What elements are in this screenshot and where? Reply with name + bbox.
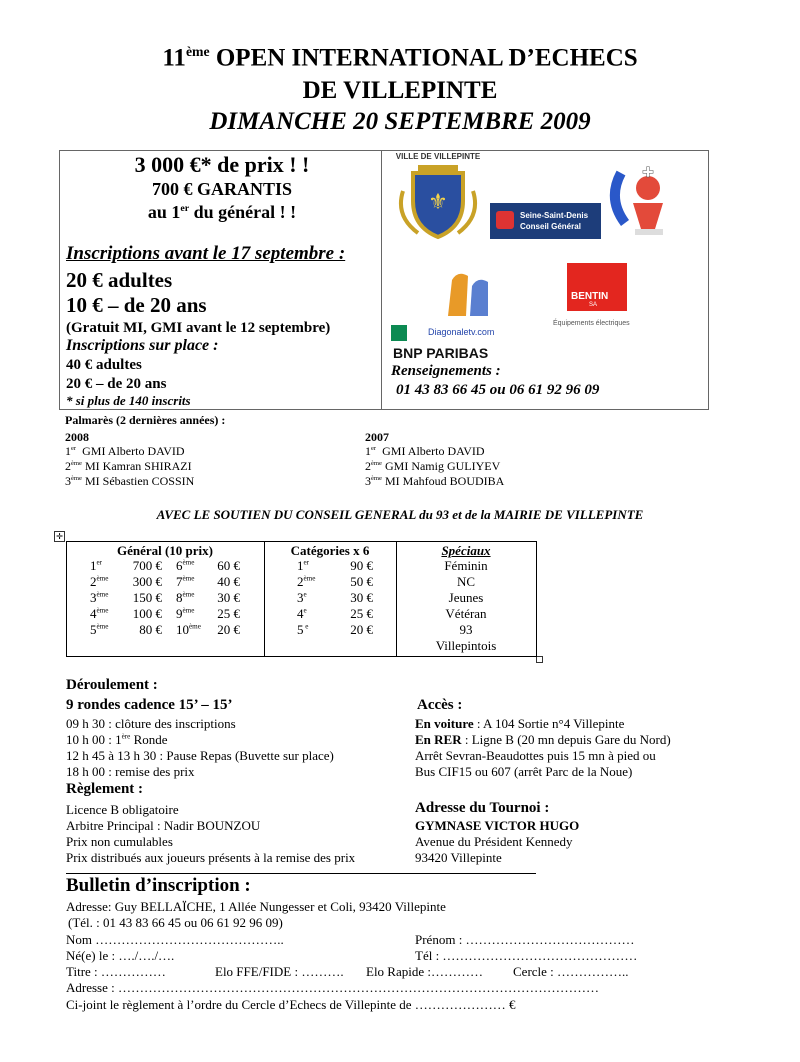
col-head-general: Général (10 prix) xyxy=(116,543,214,558)
schedule-line-1: 09 h 30 : clôture des inscriptions xyxy=(66,716,236,731)
rank-num: 5 xyxy=(297,622,304,637)
form-elo-ffe-field[interactable]: Elo FFE/FIDE : ………. xyxy=(215,964,344,979)
rank-suffix: e xyxy=(303,622,309,631)
bentin-name: BENTIN xyxy=(571,291,609,302)
special-prize-row: NC xyxy=(456,574,476,589)
palmares-title: Palmarès (2 dernières années) : xyxy=(65,413,226,427)
schedule-line-3: 12 h 45 à 13 h 30 : Pause Repas (Buvette sur place) xyxy=(66,748,334,763)
rank-num: 5 xyxy=(90,622,97,637)
form-nom-field[interactable]: Nom …………………………………….. xyxy=(66,932,284,947)
general-prize-row xyxy=(90,606,162,622)
rank xyxy=(90,606,108,622)
general-prize-row xyxy=(176,590,240,606)
rank-suffix: e xyxy=(303,590,307,599)
rules-line-2: Arbitre Principal : Nadir BOUNZOU xyxy=(66,818,261,833)
palmares-2008-1: 1er GMI Alberto DAVID xyxy=(65,444,185,458)
rank-num: 2 xyxy=(90,574,97,589)
rank-suffix: er xyxy=(96,558,103,567)
palmares-2008-3: 3ème MI Sébastien COSSIN xyxy=(65,474,195,488)
venue-line-2: Avenue du Président Kennedy xyxy=(415,834,573,849)
venue-line-3: 93420 Villepinte xyxy=(415,850,502,865)
chess-club-logo xyxy=(603,163,683,241)
general-prize-row xyxy=(90,558,162,574)
ssd-mark-icon xyxy=(496,211,514,229)
table-move-handle[interactable]: ✛ xyxy=(54,531,65,542)
venue-title: Adresse du Tournoi : xyxy=(415,800,550,816)
rank-num: 3 xyxy=(90,590,97,605)
general-prize-row xyxy=(90,574,162,590)
form-elo-rapide-field[interactable]: Elo Rapide :………… xyxy=(366,964,483,979)
rank-suffix: ème xyxy=(303,574,316,583)
svg-text:✚: ✚ xyxy=(642,166,654,181)
separator-line xyxy=(66,873,536,874)
rank-suffix: ème xyxy=(96,590,109,599)
rank-suffix: ème xyxy=(182,558,195,567)
amount: 30 € xyxy=(217,590,240,605)
form-cercle-field[interactable]: Cercle : …………….. xyxy=(513,964,629,979)
villepinte-logo xyxy=(393,152,483,242)
general-prize-row xyxy=(176,622,240,638)
bnp-text: BNP PARIBAS xyxy=(393,345,489,361)
amount: 40 € xyxy=(217,574,240,589)
special-prize-row: Féminin xyxy=(444,558,488,573)
form-tel: (Tél. : 01 43 83 66 45 ou 06 61 92 96 09) xyxy=(68,915,283,930)
rank xyxy=(297,558,309,574)
registration-title: Inscriptions avant le 17 septembre : xyxy=(66,243,346,264)
col-head-categories: Catégories x 6 xyxy=(290,543,370,558)
rank-num: 7 xyxy=(176,574,183,589)
onsite-youth: 20 € – de 20 ans xyxy=(66,376,167,392)
rank xyxy=(297,574,315,590)
contact-title: Renseignements : xyxy=(391,363,501,379)
rank xyxy=(297,590,307,606)
palmares-2007-2: 2ème GMI Namig GULIYEV xyxy=(365,459,501,473)
access-rer: En RER : Ligne B (20 mn depuis Gare du Nord) xyxy=(415,732,671,747)
ssd-line-2: Conseil Général xyxy=(520,222,581,231)
form-titre-field[interactable]: Titre : …………… xyxy=(66,964,166,979)
rank xyxy=(176,590,194,606)
rank xyxy=(176,558,194,574)
rank-num: 2 xyxy=(297,574,304,589)
form-address: Adresse: Guy BELLAÏCHE, 1 Allée Nungesser et Coli, 93420 Villepinte xyxy=(66,899,446,914)
rank-num: 4 xyxy=(297,606,304,621)
rank xyxy=(176,622,201,638)
special-prize-row: Jeunes xyxy=(448,590,484,605)
rank-suffix: ème xyxy=(189,622,201,631)
rank-suffix: ème xyxy=(182,574,195,583)
palmares-2007-1: 1er GMI Alberto DAVID xyxy=(365,444,485,458)
bnp-logo xyxy=(391,325,531,363)
rank xyxy=(90,558,102,574)
prize-first: au 1er du général ! ! xyxy=(147,202,297,222)
amount: 150 € xyxy=(132,590,162,605)
amount: 20 € xyxy=(217,622,240,637)
amount: 30 € xyxy=(350,590,373,605)
access-car: En voiture : A 104 Sortie n°4 Villepinte xyxy=(415,716,625,731)
venue-line-1: GYMNASE VICTOR HUGO xyxy=(415,818,580,833)
form-title: Bulletin d’inscription : xyxy=(66,875,251,896)
amount: 25 € xyxy=(217,606,240,621)
form-adresse-field[interactable]: Adresse : ………………………………………………………………………………………………… xyxy=(66,980,599,995)
access-line-4: Bus CIF15 ou 607 (arrêt Parc de la Noue) xyxy=(415,764,633,779)
chess-pawn-icon xyxy=(603,163,683,241)
rank-num: 6 xyxy=(176,558,183,573)
fee-youth: 10 € – de 20 ans xyxy=(66,293,207,317)
rank-num: 1 xyxy=(297,558,304,573)
diagonale-text: Diagonaletv.com xyxy=(428,327,495,337)
rank-num: 4 xyxy=(90,606,97,621)
form-tel-field[interactable]: Tél : ……………………………………… xyxy=(415,948,638,963)
category-prize-row xyxy=(297,558,373,574)
prize-total: 3 000 €* de prix ! ! xyxy=(134,152,310,177)
schedule-title: Déroulement : xyxy=(66,677,158,693)
onsite-adults: 40 € adultes xyxy=(66,357,142,373)
bentin-logo xyxy=(567,263,627,311)
villepinte-logo-text: VILLE DE VILLEPINTE xyxy=(395,152,481,161)
category-prize-row xyxy=(297,574,373,590)
rules-line-1: Licence B obligatoire xyxy=(66,802,179,817)
schedule-line-4: 18 h 00 : remise des prix xyxy=(66,764,195,779)
onsite-note: * si plus de 140 inscrits xyxy=(66,393,191,408)
rank-num: 9 xyxy=(176,606,183,621)
general-prize-row xyxy=(176,574,240,590)
seine-saint-denis-logo xyxy=(490,203,601,239)
rank xyxy=(297,622,308,638)
palmares-year-2008: 2008 xyxy=(65,430,89,444)
support-line: AVEC LE SOUTIEN DU CONSEIL GENERAL du 93 et de la MAIRIE DE VILLEPINTE xyxy=(156,507,644,522)
ssd-line-1: Seine-Saint-Denis xyxy=(520,211,589,220)
palmares-2007-3: 3ème MI Mahfoud BOUDIBA xyxy=(365,474,505,488)
amount: 20 € xyxy=(350,622,373,637)
bentin-subtitle: Équipements électriques xyxy=(553,320,630,327)
access-line-3: Arrêt Sevran-Beaudottes puis 15 mn à pied ou xyxy=(415,748,656,763)
amount: 700 € xyxy=(132,558,162,573)
amount: 90 € xyxy=(350,558,373,573)
palmares-year-2007: 2007 xyxy=(365,430,389,444)
rules-title: Règlement : xyxy=(66,781,144,797)
onsite-title: Inscriptions sur place : xyxy=(66,337,219,354)
general-prize-row xyxy=(90,622,162,638)
rank xyxy=(176,574,194,590)
category-prize-row xyxy=(297,590,373,606)
form-prenom-field[interactable]: Prénom : ………………………………… xyxy=(415,932,635,947)
form-birthdate-field[interactable]: Né(e) le : …./…./…. xyxy=(66,948,175,963)
rank-suffix: ème xyxy=(182,606,195,615)
general-prize-row xyxy=(176,606,240,622)
rank-num: 3 xyxy=(297,590,304,605)
rules-line-3: Prix non cumulables xyxy=(66,834,173,849)
rank-suffix: ème xyxy=(96,622,109,631)
rank-suffix: ème xyxy=(182,590,195,599)
bentin-sa: SA xyxy=(589,302,598,308)
rank-num: 8 xyxy=(176,590,183,605)
col-head-special: Spéciaux xyxy=(441,543,491,558)
rank-suffix: ème xyxy=(96,574,109,583)
info-box-divider xyxy=(381,150,382,410)
special-prize-row: Villepintois xyxy=(435,638,497,653)
special-prize-row: Vétéran xyxy=(445,606,487,621)
title-line-2: DE VILLEPINTE xyxy=(302,77,498,104)
special-prize-row: 93 xyxy=(459,622,473,637)
general-prize-row xyxy=(176,558,240,574)
crest-icon xyxy=(393,161,483,241)
title-line-1: 11ème OPEN INTERNATIONAL D’ECHECS xyxy=(162,44,638,72)
rank xyxy=(176,606,194,622)
prize-guaranteed: 700 € GARANTIS xyxy=(151,179,293,199)
schedule-line-2: 10 h 00 : 1ère Ronde xyxy=(66,732,168,747)
amount: 50 € xyxy=(350,574,373,589)
bnp-stars-icon xyxy=(391,325,407,341)
amount: 300 € xyxy=(132,574,162,589)
rank-num: 1 xyxy=(90,558,97,573)
fee-free: (Gratuit MI, GMI avant le 12 septembre) xyxy=(66,320,331,336)
amount: 25 € xyxy=(350,606,373,621)
access-title: Accès : xyxy=(417,697,463,713)
category-prize-row xyxy=(297,622,373,638)
form-reglement-field[interactable]: Ci-joint le règlement à l’ordre du Cercle d’Echecs de Villepinte de ………………… € xyxy=(66,997,516,1012)
rank xyxy=(90,590,108,606)
rules-line-4: Prix distribués aux joueurs présents à la remise des prix xyxy=(66,850,356,865)
rank xyxy=(90,622,108,638)
contact-phones: 01 43 83 66 45 ou 06 61 92 96 09 xyxy=(396,382,600,398)
title-date: DIMANCHE 20 SEPTEMBRE 2009 xyxy=(209,108,591,135)
amount: 100 € xyxy=(132,606,162,621)
fee-adults: 20 € adultes xyxy=(66,268,173,292)
table-resize-handle[interactable] xyxy=(536,656,543,663)
schedule-rounds: 9 rondes cadence 15’ – 15’ xyxy=(66,697,233,713)
category-prize-row xyxy=(297,606,373,622)
chess-knight-icon xyxy=(428,266,508,322)
svg-text:⚜: ⚜ xyxy=(428,189,448,214)
rank xyxy=(297,606,307,622)
palmares-2008-2: 2ème MI Kamran SHIRAZI xyxy=(65,459,192,473)
rank-suffix: er xyxy=(303,558,310,567)
amount: 80 € xyxy=(139,622,162,637)
amount: 60 € xyxy=(217,558,240,573)
rank xyxy=(90,574,108,590)
rank-num: 10 xyxy=(176,622,189,637)
general-prize-row xyxy=(90,590,162,606)
rank-suffix: ème xyxy=(96,606,109,615)
rank-suffix: e xyxy=(303,606,307,615)
